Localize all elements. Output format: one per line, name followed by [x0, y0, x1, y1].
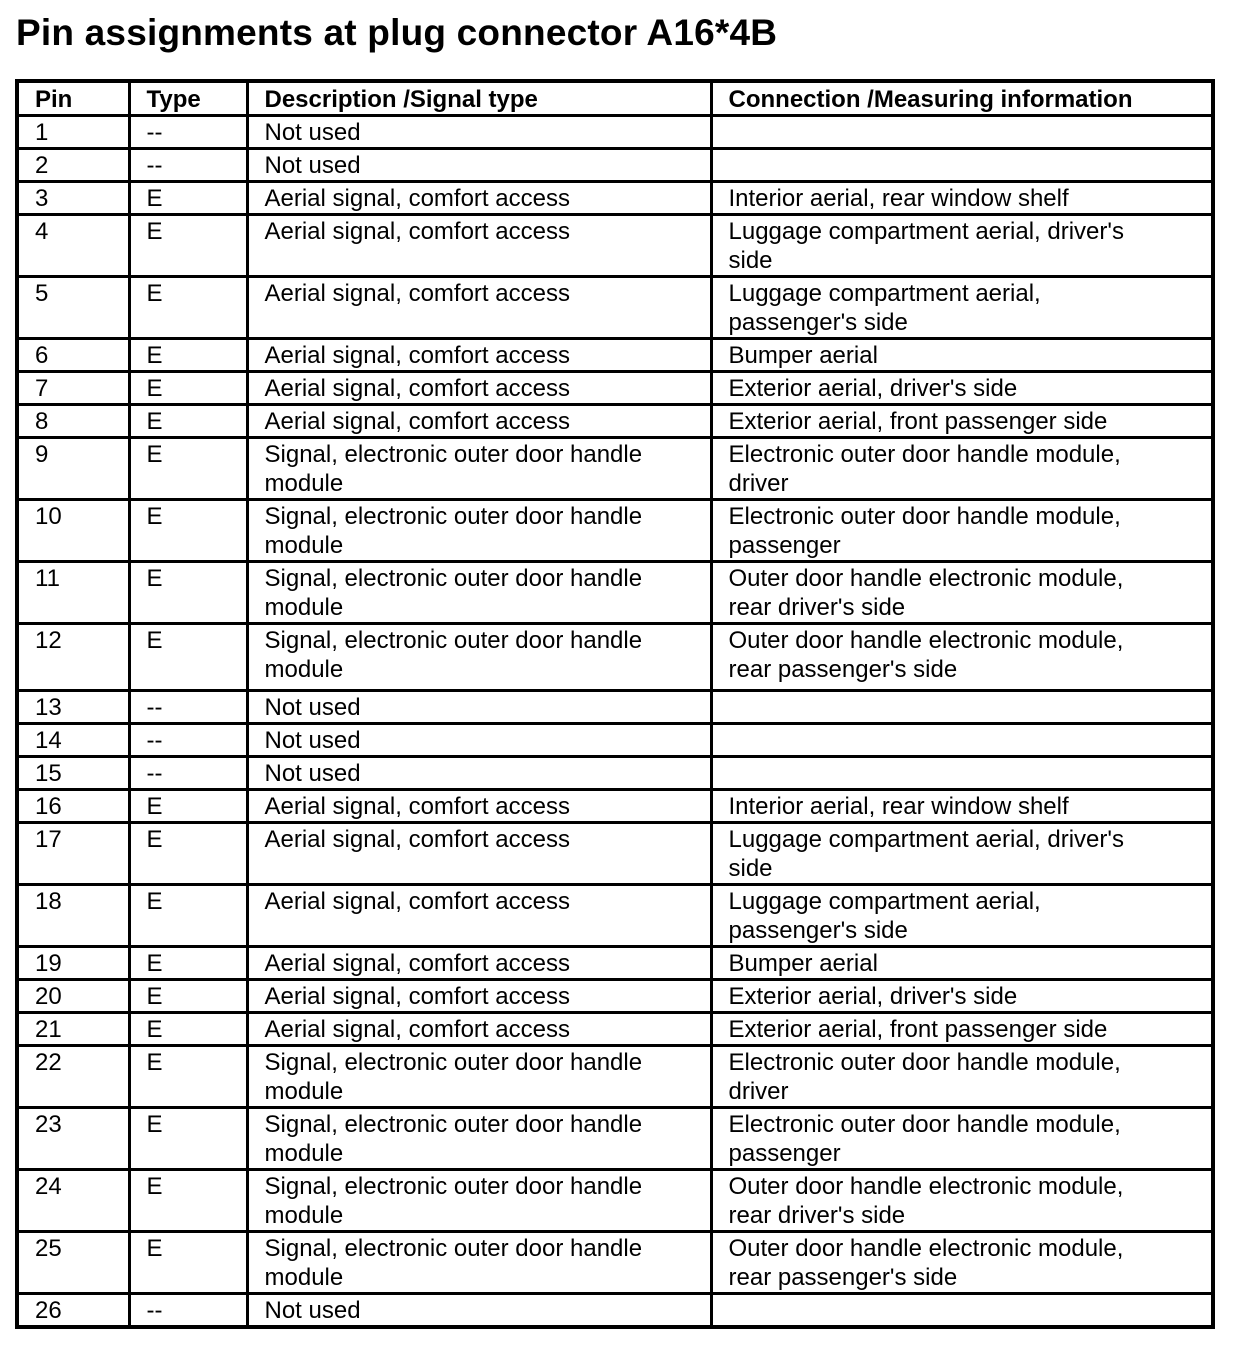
table-row: [17, 1294, 1213, 1328]
description-cell: Signal, electronic outer door handle module: [247, 624, 711, 691]
pin-cell: 20: [17, 980, 129, 1013]
table-row: [17, 724, 1213, 757]
description-cell: Signal, electronic outer door handle module: [247, 500, 711, 562]
description-cell: Not used: [247, 1294, 711, 1328]
pin-cell: 24: [17, 1170, 129, 1232]
pin-cell: 2: [17, 149, 129, 182]
pin-cell: 13: [17, 691, 129, 724]
pin-cell: 19: [17, 947, 129, 980]
type-cell: E: [129, 215, 247, 277]
pin-cell: 11: [17, 562, 129, 624]
pin-cell: 18: [17, 885, 129, 947]
connection-cell: Electronic outer door handle module, passenger: [711, 1108, 1213, 1170]
header-description: Description /Signal type: [247, 81, 711, 116]
connection-cell: Outer door handle electronic module, rear driver's side: [711, 562, 1213, 624]
table-row: [17, 947, 1213, 980]
table-row: [17, 885, 1213, 947]
connection-cell: Bumper aerial: [711, 339, 1213, 372]
connection-cell: [711, 1294, 1213, 1328]
page-title: Pin assignments at plug connector A16*4B: [16, 12, 778, 53]
type-cell: --: [129, 116, 247, 149]
table-row: [17, 500, 1213, 562]
description-cell: Not used: [247, 116, 711, 149]
type-cell: E: [129, 947, 247, 980]
description-cell: Aerial signal, comfort access: [247, 1013, 711, 1046]
description-cell: Not used: [247, 691, 711, 724]
table-row: [17, 624, 1213, 691]
description-cell: Aerial signal, comfort access: [247, 823, 711, 885]
table-row: [17, 339, 1213, 372]
connection-cell: Outer door handle electronic module, rear passenger's side: [711, 1232, 1213, 1294]
connection-cell: Outer door handle electronic module, rear driver's side: [711, 1170, 1213, 1232]
type-cell: E: [129, 1046, 247, 1108]
table-row: [17, 372, 1213, 405]
table-row: [17, 980, 1213, 1013]
connection-cell: Luggage compartment aerial, driver's side: [711, 215, 1213, 277]
type-cell: --: [129, 724, 247, 757]
description-cell: Aerial signal, comfort access: [247, 182, 711, 215]
connection-cell: [711, 149, 1213, 182]
description-cell: Aerial signal, comfort access: [247, 790, 711, 823]
connection-cell: Bumper aerial: [711, 947, 1213, 980]
description-cell: Signal, electronic outer door handle module: [247, 562, 711, 624]
table-row: [17, 823, 1213, 885]
table-row: [17, 757, 1213, 790]
type-cell: E: [129, 790, 247, 823]
pin-cell: 26: [17, 1294, 129, 1328]
table-row: [17, 1232, 1213, 1294]
description-cell: Signal, electronic outer door handle module: [247, 1108, 711, 1170]
header-pin: Pin: [17, 81, 129, 116]
table-row: [17, 405, 1213, 438]
table-row: [17, 182, 1213, 215]
connection-cell: Electronic outer door handle module, driver: [711, 1046, 1213, 1108]
connection-cell: Exterior aerial, front passenger side: [711, 405, 1213, 438]
description-cell: Aerial signal, comfort access: [247, 372, 711, 405]
table-row: [17, 562, 1213, 624]
pin-cell: 22: [17, 1046, 129, 1108]
table-row: [17, 1013, 1213, 1046]
table-row: [17, 116, 1213, 149]
connection-cell: [711, 724, 1213, 757]
table-row: [17, 1170, 1213, 1232]
type-cell: E: [129, 1232, 247, 1294]
pin-cell: 9: [17, 438, 129, 500]
description-cell: Aerial signal, comfort access: [247, 339, 711, 372]
connection-cell: Exterior aerial, driver's side: [711, 980, 1213, 1013]
description-cell: Aerial signal, comfort access: [247, 885, 711, 947]
type-cell: E: [129, 624, 247, 691]
type-cell: E: [129, 339, 247, 372]
pin-cell: 17: [17, 823, 129, 885]
header-row: [17, 81, 1213, 116]
type-cell: --: [129, 757, 247, 790]
pin-cell: 12: [17, 624, 129, 691]
table-row: [17, 1108, 1213, 1170]
pin-cell: 25: [17, 1232, 129, 1294]
table-row: [17, 790, 1213, 823]
header-type: Type: [129, 81, 247, 116]
description-cell: Aerial signal, comfort access: [247, 215, 711, 277]
description-cell: Signal, electronic outer door handle module: [247, 438, 711, 500]
type-cell: E: [129, 438, 247, 500]
connection-cell: Exterior aerial, driver's side: [711, 372, 1213, 405]
pin-cell: 16: [17, 790, 129, 823]
description-cell: Aerial signal, comfort access: [247, 947, 711, 980]
description-cell: Aerial signal, comfort access: [247, 980, 711, 1013]
pin-assignment-table: [15, 79, 1215, 1329]
description-cell: Signal, electronic outer door handle module: [247, 1046, 711, 1108]
connection-cell: Luggage compartment aerial, passenger's side: [711, 277, 1213, 339]
description-cell: Not used: [247, 149, 711, 182]
pin-cell: 23: [17, 1108, 129, 1170]
type-cell: E: [129, 823, 247, 885]
description-cell: Not used: [247, 757, 711, 790]
table-row: [17, 1046, 1213, 1108]
connection-cell: Luggage compartment aerial, passenger's side: [711, 885, 1213, 947]
type-cell: E: [129, 885, 247, 947]
type-cell: E: [129, 980, 247, 1013]
description-cell: Aerial signal, comfort access: [247, 405, 711, 438]
table-row: [17, 691, 1213, 724]
pin-cell: 3: [17, 182, 129, 215]
pin-cell: 5: [17, 277, 129, 339]
type-cell: E: [129, 372, 247, 405]
table-row: [17, 438, 1213, 500]
table-row: [17, 149, 1213, 182]
pin-cell: 7: [17, 372, 129, 405]
pin-cell: 21: [17, 1013, 129, 1046]
pin-cell: 8: [17, 405, 129, 438]
type-cell: --: [129, 691, 247, 724]
description-cell: Not used: [247, 724, 711, 757]
pin-cell: 1: [17, 116, 129, 149]
connection-cell: [711, 757, 1213, 790]
connection-cell: Interior aerial, rear window shelf: [711, 790, 1213, 823]
description-cell: Aerial signal, comfort access: [247, 277, 711, 339]
pin-cell: 15: [17, 757, 129, 790]
connection-cell: Electronic outer door handle module, driver: [711, 438, 1213, 500]
header-connection: Connection /Measuring information: [711, 81, 1213, 116]
table-row: [17, 277, 1213, 339]
connection-cell: [711, 691, 1213, 724]
type-cell: E: [129, 1170, 247, 1232]
connection-cell: Exterior aerial, front passenger side: [711, 1013, 1213, 1046]
table-row: [17, 215, 1213, 277]
description-cell: Signal, electronic outer door handle module: [247, 1232, 711, 1294]
type-cell: E: [129, 405, 247, 438]
pin-cell: 4: [17, 215, 129, 277]
type-cell: E: [129, 277, 247, 339]
pin-cell: 10: [17, 500, 129, 562]
connection-cell: Electronic outer door handle module, passenger: [711, 500, 1213, 562]
connection-cell: Luggage compartment aerial, driver's side: [711, 823, 1213, 885]
pin-cell: 14: [17, 724, 129, 757]
type-cell: E: [129, 500, 247, 562]
type-cell: E: [129, 1108, 247, 1170]
type-cell: E: [129, 1013, 247, 1046]
type-cell: --: [129, 1294, 247, 1328]
type-cell: --: [129, 149, 247, 182]
description-cell: Signal, electronic outer door handle module: [247, 1170, 711, 1232]
connection-cell: [711, 116, 1213, 149]
pin-cell: 6: [17, 339, 129, 372]
type-cell: E: [129, 182, 247, 215]
connection-cell: Outer door handle electronic module, rear passenger's side: [711, 624, 1213, 691]
connection-cell: Interior aerial, rear window shelf: [711, 182, 1213, 215]
type-cell: E: [129, 562, 247, 624]
